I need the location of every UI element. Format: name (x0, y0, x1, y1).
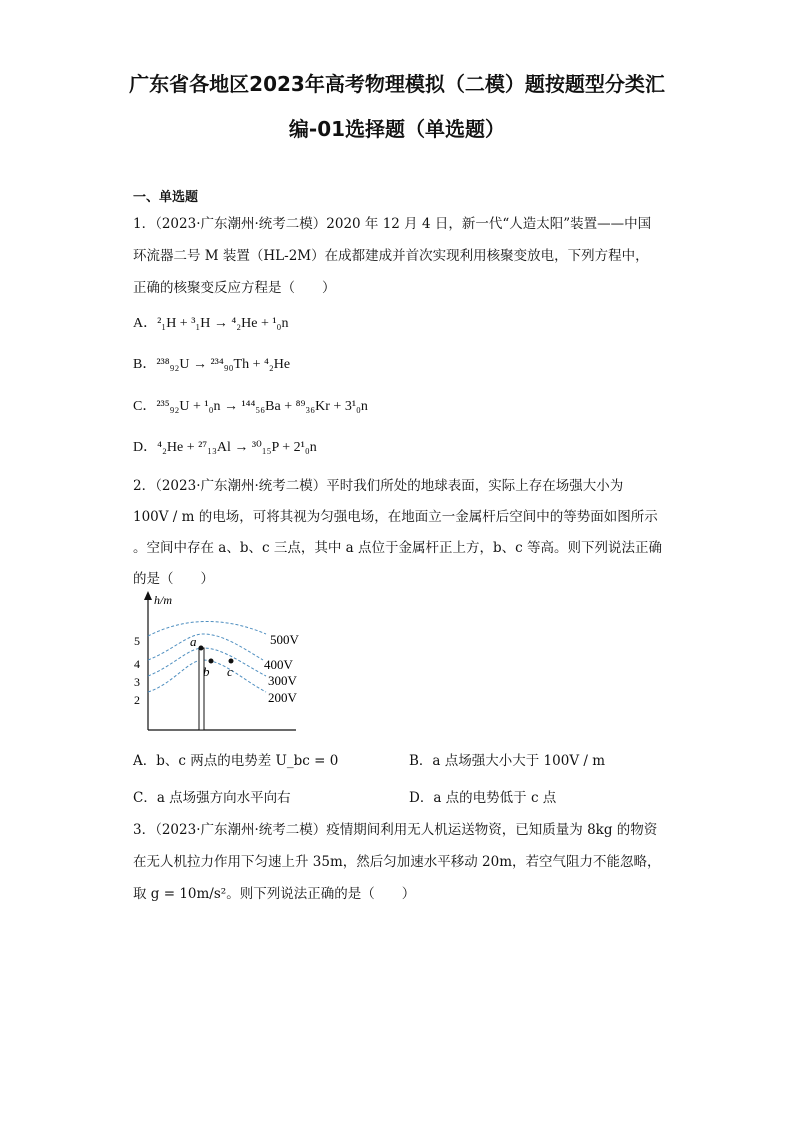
q3-line-1: 3．（2023·广东潮州·统考二模）疫情期间利用无人机运送物资，已知质量为 8kg 的物资 (133, 822, 658, 838)
q1-option-c: C．²³⁵₉₂U + ¹₀n → ¹⁴⁴₅₆Ba + ⁸⁹₃₆Kr + 3¹₀n (133, 399, 368, 414)
label-400v: 400V (264, 657, 293, 672)
q2-line-2: 100V / m 的电场，可将其视为匀强电场，在地面立一金属杆后空间中的等势面如图所示 (133, 509, 658, 525)
page-title-line-2: 编-01选择题（单选题） (288, 117, 506, 141)
point-a-label: a (190, 634, 197, 649)
q1-line-2: 环流器二号 M 装置（HL-2M）在成都建成并首次实现利用核聚变放电，下列方程中， (133, 248, 649, 264)
q2-line-3: 。空间中存在 a、b、c 三点，其中 a 点位于金属杆正上方，b、c 等高。则下列说法正确 (133, 540, 662, 556)
metal-rod (199, 648, 204, 730)
point-a (199, 646, 204, 651)
tick-5: 5 (134, 634, 140, 648)
q2-line-4: 的是（ ） (133, 571, 214, 587)
point-b-label: b (203, 664, 210, 679)
equipotential-400v (148, 634, 263, 660)
q2-option-d: D．a 点的电势低于 c 点 (409, 790, 557, 806)
q2-option-b: B．a 点场强大小大于 100V / m (409, 753, 606, 769)
label-300v: 300V (268, 673, 297, 688)
label-200v: 200V (268, 690, 297, 705)
section-heading: 一、单选题 (133, 190, 199, 205)
q3-line-3: 取 g = 10m/s²。则下列说法正确的是（ ） (133, 886, 416, 902)
equipotential-figure (128, 588, 328, 738)
q2-line-1: 2．（2023·广东潮州·统考二模）平时我们所处的地球表面，实际上存在场强大小为 (133, 478, 624, 494)
page-title-line-1: 广东省各地区2023年高考物理模拟（二模）题按题型分类汇 (129, 72, 665, 96)
tick-3: 3 (134, 675, 140, 689)
tick-4: 4 (134, 657, 140, 671)
point-c-label: c (227, 664, 233, 679)
q1-option-b: B．²³⁸₉₂U → ²³⁴₉₀Th + ⁴₂He (133, 357, 291, 372)
q2-option-a: A．b、c 两点的电势差 U_bc = 0 (133, 753, 339, 769)
q1-line-3: 正确的核聚变反应方程是（ ） (133, 280, 336, 296)
q3-line-2: 在无人机拉力作用下匀速上升 35m，然后匀加速水平移动 20m，若空气阻力不能忽略， (133, 854, 661, 870)
tick-2: 2 (134, 693, 140, 707)
q1-option-d: D．⁴₂He + ²⁷₁₃Al → ³⁰₁₅P + 2¹₀n (133, 440, 317, 455)
point-b (209, 659, 214, 664)
q1-option-a: A．²₁H + ³₁H → ⁴₂He + ¹₀n (133, 316, 289, 331)
y-axis-arrow (144, 591, 152, 600)
q2-option-c: C．a 点场强方向水平向右 (133, 790, 291, 806)
q1-line-1: 1．（2023·广东潮州·统考二模）2020 年 12 月 4 日，新一代“人造太阳”装置——中国 (133, 216, 652, 232)
axis-label: h/m (154, 593, 172, 607)
label-500v: 500V (270, 632, 299, 647)
point-c (229, 659, 234, 664)
